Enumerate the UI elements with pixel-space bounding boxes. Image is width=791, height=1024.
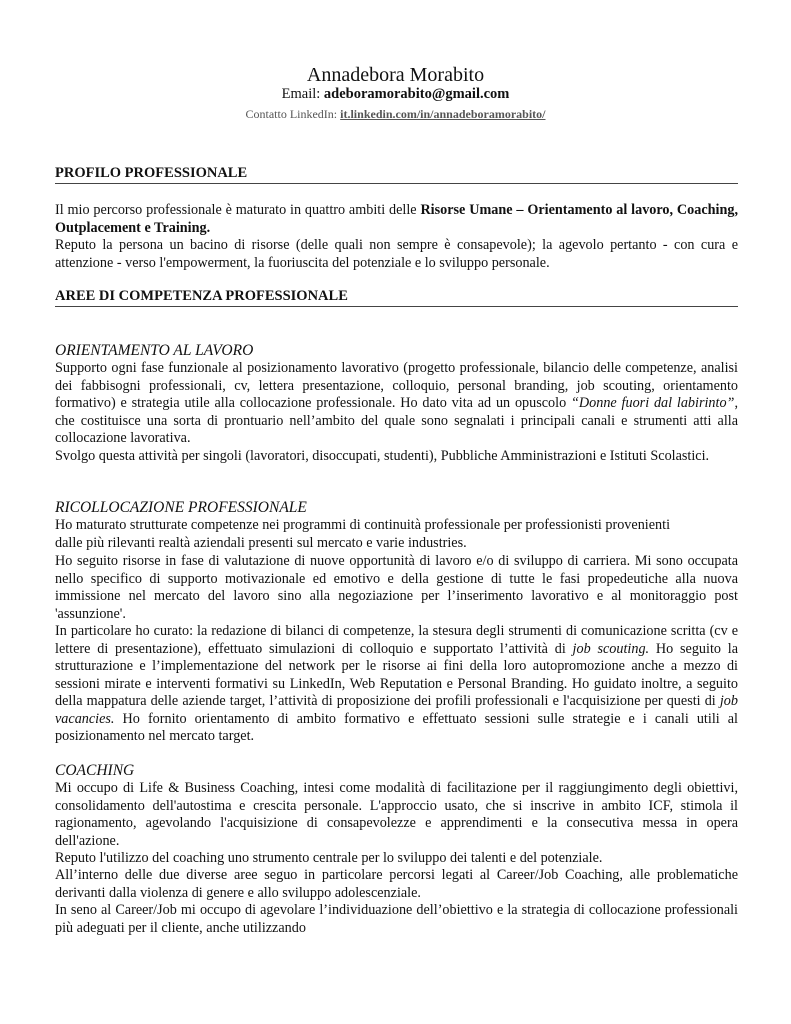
subheading-ricollocazione: RICOLLOCAZIONE PROFESSIONALE bbox=[55, 499, 307, 516]
linkedin-line bbox=[0, 107, 791, 122]
subheading-orientamento: ORIENTAMENTO AL LAVORO bbox=[55, 342, 254, 359]
candidate-name: Annadebora Morabito bbox=[306, 64, 485, 86]
ricollocazione-paragraph-3 bbox=[55, 623, 738, 746]
ricollocazione-text-e: Ho fornito orientamento di ambito formativo e effettuato sessioni sulle strategie e i canali utili al posizionamento nel mercato target. bbox=[55, 710, 738, 744]
section-divider bbox=[55, 306, 738, 307]
orientamento-text-2: , che costituisce una sorta di prontuario nell’ambito del quale sono segnalati i principali canali e strumenti atti alla collocazione lavorativa. bbox=[55, 395, 738, 446]
ricollocazione-text-c: Ho seguito la strutturazione e l’implementazione del network per le risorse ai fini della loro autopromozione anche a mezzo di sessioni mirate e interventi formativi su LinkedIn, Web Reputation e Personal Branding. Ho guidato inoltre, a seguito della mappatura delle aziende target, l’attività di proposizione dei profili professionali e l'acquisizione per questi di bbox=[55, 640, 738, 709]
orientamento-paragraph-1 bbox=[55, 360, 738, 448]
profilo-text-1: Il mio percorso professionale è maturato in quattro ambiti delle bbox=[55, 202, 421, 218]
linkedin-link[interactable]: it.linkedin.com/in/annadeboramorabito/ bbox=[340, 107, 546, 121]
opuscolo-title: “Donne fuori dal labirinto” bbox=[571, 395, 735, 411]
ricollocazione-line-1: Ho maturato strutturate competenze nei programmi di continuità professionale per professionisti provenienti bbox=[55, 517, 671, 533]
job-vacancies-term: job vacancies. bbox=[55, 693, 738, 727]
ricollocazione-paragraph-2: Ho seguito risorse in fase di valutazione di nuove opportunità di lavoro e/o di sviluppo di carriera. Mi sono occupata nello specifico di supporto motivazionale ed emotivo e della gestione di tutte le fasi propedeutiche alla nuova immissione nel mercato del lavoro sino alla negoziazione per l’inserimento lavorativo e al monitoraggio post 'assunzione'. bbox=[55, 553, 738, 622]
ricollocazione-text-a: In particolare ho curato: la redazione di bilanci di competenze, la stesura degli strumenti di comunicazione scritta (cv e lettere di presentazione), effettuato simulazioni di colloquio e supportato l’attività di bbox=[55, 623, 738, 657]
section-heading-profilo: PROFILO PROFESSIONALE bbox=[55, 165, 248, 181]
coaching-paragraph-4: In seno al Career/Job mi occupo di agevolare l’individuazione dell’obiettivo e la strategia di collocazione professionali più adeguati per il cliente, anche utilizzando bbox=[55, 902, 738, 936]
subheading-coaching: COACHING bbox=[55, 762, 135, 779]
profilo-areas-bold: Risorse Umane – Orientamento al lavoro, Coaching, Outplacement e Training. bbox=[55, 202, 738, 236]
orientamento-paragraph-2: Svolgo questa attività per singoli (lavoratori, disoccupati, studenti), Pubbliche Amministrazioni e Istituti Scolastici. bbox=[55, 448, 710, 464]
profilo-paragraph-1 bbox=[55, 202, 738, 237]
linkedin-label: Contatto LinkedIn: bbox=[245, 107, 338, 121]
coaching-paragraph-3: All’interno delle due diverse aree seguo in particolare percorsi legati al Career/Job Coaching, alle problematiche derivanti dalla violenza di genere e allo sviluppo adolescenziale. bbox=[55, 867, 738, 901]
profilo-paragraph-2: Reputo la persona un bacino di risorse (delle quali non sempre è consapevole); la agevolo pertanto - con cura e attenzione - verso l'empowerment, la fuoriuscita del potenziale e lo sviluppo personale. bbox=[55, 237, 738, 271]
section-divider bbox=[55, 183, 738, 184]
ricollocazione-paragraph-1 bbox=[55, 517, 738, 552]
section-heading-aree: AREE DI COMPETENZA PROFESSIONALE bbox=[55, 288, 348, 304]
coaching-paragraph-2: Reputo l'utilizzo del coaching uno strumento centrale per lo sviluppo dei talenti e del potenziale. bbox=[55, 850, 603, 866]
email-address[interactable]: adeboramorabito@gmail.com bbox=[323, 86, 510, 102]
ricollocazione-line-2: dalle più rilevanti realtà aziendali presenti sul mercato e varie industries. bbox=[55, 534, 467, 551]
orientamento-text-1: Supporto ogni fase funzionale al posizionamento lavorativo (progetto professionale, bilancio delle competenze, analisi dei fabbisogni professionali, cv, lettera presentazione, colloquio, personal branding, job scouting, orientamento formativo) e strategia utile alla collocazione professionale. Ho dato vita ad un opuscolo bbox=[55, 360, 738, 411]
coaching-paragraph-1: Mi occupo di Life & Business Coaching, intesi come modalità di facilitazione per il raggiungimento degli obiettivi, consolidamento dell'autostima e crescita personale. L'approccio usato, che si inscrive in ambito ICF, stimola il ragionamento, agevolando l'acquisizione di consapevolezze e apprendimenti e la consecutiva messa in opera dell'azione. bbox=[55, 780, 738, 849]
job-scouting-term: job scouting. bbox=[572, 640, 650, 657]
email-label: Email: bbox=[281, 86, 321, 102]
email-line bbox=[0, 85, 791, 103]
